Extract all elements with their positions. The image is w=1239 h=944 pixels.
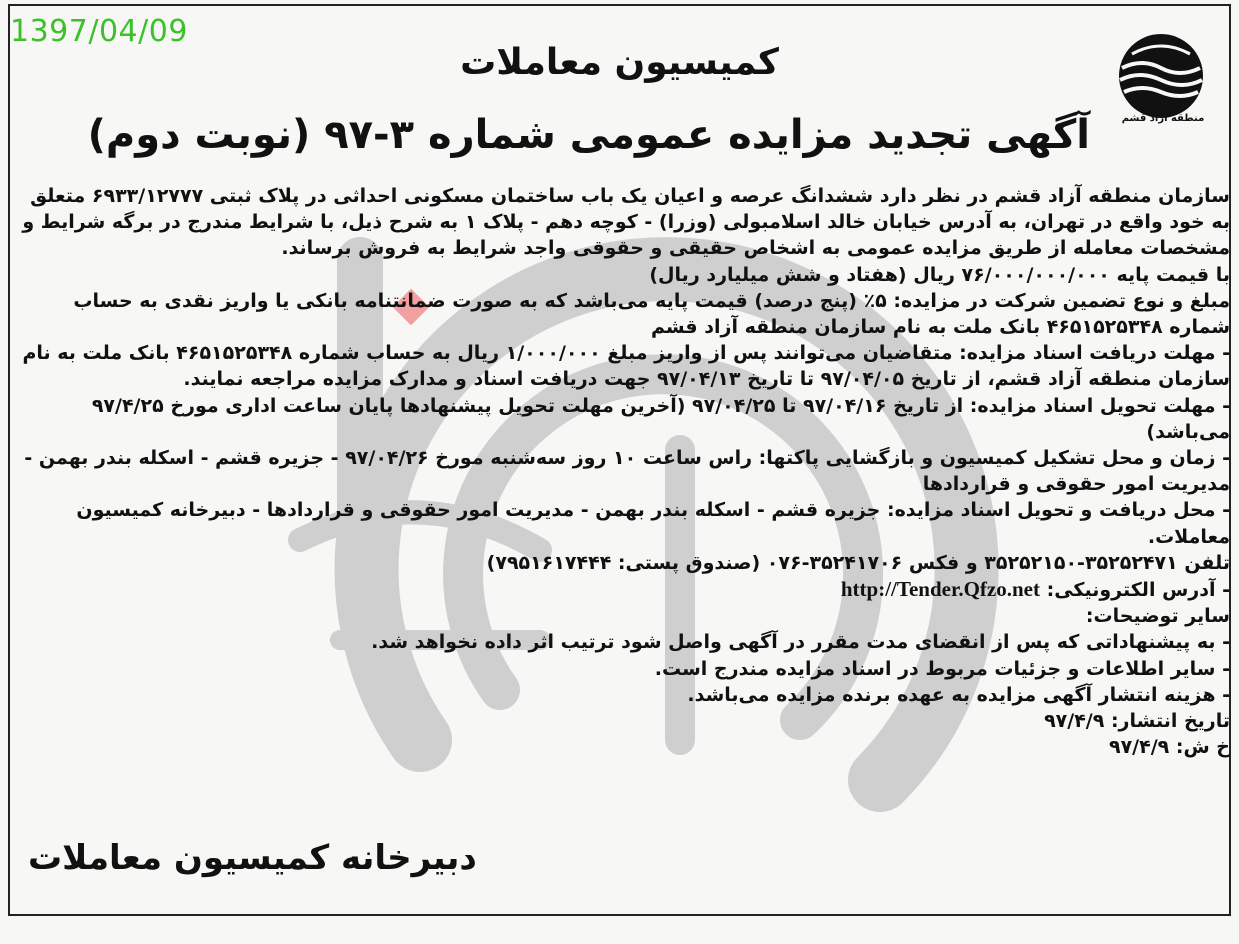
- doc-delivery-deadline: - مهلت تحویل اسناد مزایده: از تاریخ ۹۷/۰۴/۱۶ تا ۹۷/۰۴/۲۵ (آخرین مهلت تحویل پیشنهادها پایان ساعت اداری مورخ ۹۷/۴/۲۵ می‌باشد): [91, 394, 1230, 443]
- guarantee-paragraph: مبلغ و نوع تضمین شرکت در مزایده: ۵٪ (پنج درصد) قیمت پایه می‌باشد که به صورت ضمانتنامه بانکی یا واریز نقدی به حساب شماره ۴۶۵۱۵۲۵۳۴۸ بانک ملت به نام سازمان منطقه آزاد قشم: [73, 289, 1230, 339]
- note-item: - هزینه انتشار آگهی مزایده به عهده برنده مزایده می‌باشد.: [687, 683, 1230, 706]
- website-link[interactable]: http://Tender.Qfzo.net: [840, 577, 1040, 602]
- kh-sh-date: خ ش: ۹۷/۴/۹: [1108, 736, 1230, 759]
- publish-date-stamp: 1397/04/09: [10, 14, 188, 49]
- note-item: - به پیشنهاداتی که پس از انقضای مدت مقرر در آگهی واصل شود ترتیب اثر داده نخواهد شد.: [371, 631, 1230, 654]
- doc-location: - محل دریافت و تحویل اسناد مزایده: جزیره قشم - اسکله بندر بهمن - مدیریت امور حقوقی و قراردادها - دبیرخانه کمیسیون معاملات.: [76, 499, 1230, 548]
- commission-session: - زمان و محل تشکیل کمیسیون و بازگشایی پاکتها: راس ساعت ۱۰ روز سه‌شنبه مورخ ۹۷/۰۴/۲۶ - جزیره قشم - اسکله بندر بهمن - مدیریت امور حقوقی و قراردادها: [24, 447, 1230, 496]
- footer-signature: دبیرخانه کمیسیون معاملات: [28, 838, 477, 878]
- page-title: کمیسیون معاملات: [460, 42, 779, 83]
- intro-paragraph: سازمان منطقه آزاد قشم در نظر دارد ششدانگ عرصه و اعیان یک باب ساختمان مسکونی احداثی در پلاک ثبتی ۶۹۳۳/۱۲۷۷۷ متعلق به خود واقع در تهران، به آدرس خیابان خالد اسلامبولی (وزرا) - کوچه دهم - پلاک ۱ به شرح ذیل، با شرایط مندرج در برگه شرایط و مشخصات معامله از طریق مزایده عمومی به اشخاص حقیقی و حقوقی واجد شرایط به فروش برساند.: [22, 185, 1230, 260]
- auction-subtitle: آگهی تجدید مزایده عمومی شماره ۳-۹۷ (نوبت دوم): [87, 112, 1090, 158]
- website-label: - آدرس الکترونیکی:: [1046, 579, 1230, 602]
- doc-receipt-deadline: - مهلت دریافت اسناد مزایده: متقاضیان می‌توانند پس از واریز مبلغ ۱/۰۰۰/۰۰۰ ریال به حساب شماره ۴۶۵۱۵۲۵۳۴۸ بانک ملت به نام سازمان منطقه آزاد قشم، از تاریخ ۹۷/۰۴/۰۵ تا تاریخ ۹۷/۰۴/۱۳ جهت دریافت اسناد و مدارک مزایده مراجعه نمایند.: [22, 342, 1230, 391]
- contact-info: تلفن ۳۵۲۵۲۴۷۱-۳۵۲۵۲۱۵۰ و فکس ۳۵۲۴۱۷۰۶-۰۷۶ (صندوق پستی: ۷۹۵۱۶۱۷۴۴۴): [486, 551, 1230, 574]
- publish-date: تاریخ انتشار: ۹۷/۴/۹: [1044, 710, 1230, 733]
- ad-body: [20, 183, 1230, 760]
- note-item: - سایر اطلاعات و جزئیات مربوط در اسناد مزایده مندرج است.: [654, 657, 1230, 680]
- logo-caption: منطقه آزاد قشم: [1121, 113, 1205, 124]
- base-price: با قیمت پایه ۷۶/۰۰۰/۰۰۰/۰۰۰ ریال (هفتاد و شش میلیارد ریال): [649, 263, 1230, 286]
- notes-heading: سایر توضیحات:: [1085, 605, 1230, 628]
- website-line: [20, 576, 1230, 603]
